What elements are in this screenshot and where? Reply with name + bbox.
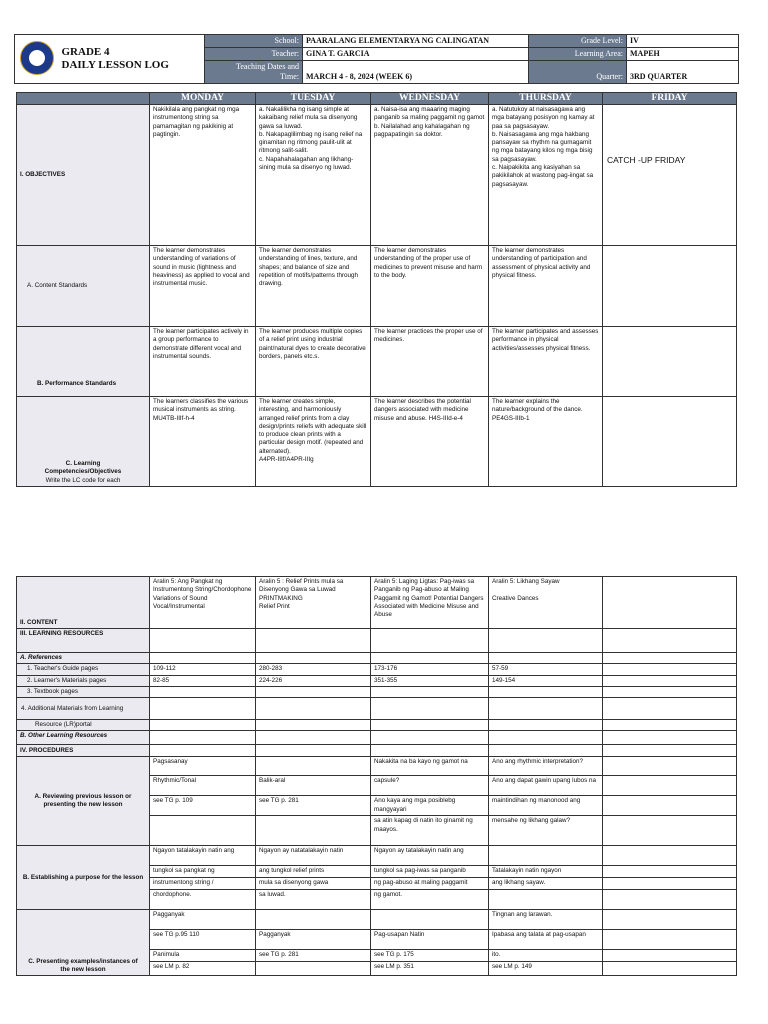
procedures-label: IV. PROCEDURES bbox=[17, 745, 150, 757]
presenting-label: C. Presenting examples/instances of the new lesson bbox=[17, 910, 150, 976]
school-label: School: bbox=[205, 35, 303, 48]
day-header-row bbox=[17, 93, 737, 105]
lesson-table-top bbox=[16, 92, 737, 487]
objectives-row bbox=[17, 105, 737, 246]
cell-lc-thu: The learner explains the nature/background of the dance. PE4GS-IIIb-1 bbox=[489, 397, 603, 487]
objectives-label: I. OBJECTIVES bbox=[17, 105, 150, 246]
cell-c-mon: see TG p.95 110 bbox=[150, 930, 256, 950]
content-row bbox=[17, 577, 737, 629]
cell-a-mon: Pagsasanay bbox=[150, 757, 256, 776]
additional-row bbox=[17, 698, 737, 720]
cell-b-tue: Ngayon ay natatalakayin natin bbox=[256, 846, 371, 866]
cell-content-mon: Aralin 5: Ang Pangkat ng Instrumentong String/Chordophone Variations of Sound Vocal/Instrumental bbox=[150, 577, 256, 629]
resources-label: III. LEARNING RESOURCES bbox=[17, 629, 150, 653]
cell-objective-tue: a. Nakalilikha ng isang simple at kakaibang relief mula sa disenyong gawa sa luwad. b. Nakapaglilimbag ng isang relief na ginamitan ng ritmong paulit-ulit at ritmong salit-salit. c. Napahahalagahan ang likhang-sining mula sa disenyo ng luwad. bbox=[256, 105, 371, 246]
lr-portal-row bbox=[17, 720, 737, 731]
grade-level-value: IV bbox=[627, 35, 739, 48]
purpose-label: B. Establishing a purpose for the lesson bbox=[17, 846, 150, 910]
cell-c-thu: ito. bbox=[489, 950, 603, 962]
cell-c-thu: see LM p. 149 bbox=[489, 962, 603, 976]
cell-a-thu: maintindihan ng manonood ang bbox=[489, 796, 603, 816]
other-resources-label: B. Other Learning Resources bbox=[17, 731, 150, 745]
cell-b-mon: Ngayon tatalakayin natin ang bbox=[150, 846, 256, 866]
cell-a-wed: Ano kaya ang mga posiblebg mangyayari bbox=[371, 796, 489, 816]
log-title: DAILY LESSON LOG bbox=[61, 59, 169, 71]
cell-a-wed: capsule? bbox=[371, 776, 489, 796]
cell-a-tue: see TG p. 281 bbox=[256, 796, 371, 816]
cell-lc-tue: The learner creates simple, interesting, and harmoniously arranged relief prints from a clay design/prints reliefs with adequate skill to produce clean prints with a particular design motif. (repeated and alternated). A4PR-IIIf/A4PR-IIIg bbox=[256, 397, 371, 487]
cell-b-mon: tungkol sa pangkat ng bbox=[150, 866, 256, 878]
lm-label: 2. Learner's Materials pages bbox=[17, 675, 150, 686]
cell-tg-mon: 109-112 bbox=[150, 664, 256, 675]
references-row bbox=[17, 653, 737, 664]
cell-c-wed: see TG p. 175 bbox=[371, 950, 489, 962]
resources-row bbox=[17, 629, 737, 653]
cell-b-tue: sa luwad. bbox=[256, 890, 371, 910]
cell-objective-wed: a. Naisa-isa ang maaaring maging panganib sa maling paggamit ng gamot b. Nailalahad ang kahalagahan ng pagpapatingin sa doktor. bbox=[371, 105, 489, 246]
cell-c-mon: Pagganyak bbox=[150, 910, 256, 930]
table-row bbox=[17, 910, 737, 930]
other-resources-row bbox=[17, 731, 737, 745]
cell-lm-wed: 351-355 bbox=[371, 675, 489, 686]
day-wednesday: WEDNESDAY bbox=[371, 93, 489, 105]
cell-a-mon: see TG p. 109 bbox=[150, 796, 256, 816]
additional-label: 4. Additional Materials from Learning bbox=[17, 698, 150, 720]
day-monday: MONDAY bbox=[150, 93, 256, 105]
school-value: PAARALANG ELEMENTARYA NG CALINGATAN bbox=[303, 35, 529, 48]
cell-tg-wed: 173-176 bbox=[371, 664, 489, 675]
cell-cs-wed: The learner demonstrates understanding of the proper use of medicines to prevent misuse and harm to the body. bbox=[371, 246, 489, 327]
deped-seal bbox=[15, 35, 59, 84]
cell-lm-thu: 149-154 bbox=[489, 675, 603, 686]
cell-c-thu: Tingnan ang larawan. bbox=[489, 910, 603, 930]
cell-b-thu bbox=[489, 846, 603, 866]
cell-c-thu: Ipabasa ang talata at pag-usapan bbox=[489, 930, 603, 950]
cell-c-mon: Panimula bbox=[150, 950, 256, 962]
cell-objective-mon: Nakikilala ang pangkat ng mga instrumentong string sa pamamagitan ng pakikinig at pagtingin. bbox=[150, 105, 256, 246]
cell-content-thu: Aralin 5: Likhang Sayaw Creative Dances bbox=[489, 577, 603, 629]
quarter-value: 3RD QUARTER bbox=[627, 61, 739, 84]
cell-b-thu bbox=[489, 890, 603, 910]
table-row bbox=[17, 757, 737, 776]
cell-ps-thu: The learner participates and assesses performance in physical activities/assesses physical fitness. bbox=[489, 327, 603, 397]
procedures-row bbox=[17, 745, 737, 757]
cell-lm-tue: 224-226 bbox=[256, 675, 371, 686]
cell-b-tue: ang tungkol relief prints bbox=[256, 866, 371, 878]
cell-c-mon: see LM p. 82 bbox=[150, 962, 256, 976]
cell-lc-wed: The learner describes the potential dangers associated with medicine misuse and abuse. H4S-IIId-e-4 bbox=[371, 397, 489, 487]
cell-a-wed: Nakakita na ba kayo ng gamot na bbox=[371, 757, 489, 776]
cell-ps-tue: The learner produces multiple copies of a relief print using industrial paint/natural dyes to create decorative borders, panels etc.s. bbox=[256, 327, 371, 397]
cell-c-wed: see LM p. 351 bbox=[371, 962, 489, 976]
friday-note: CATCH -UP FRIDAY bbox=[603, 105, 737, 246]
performance-standards-row bbox=[17, 327, 737, 397]
day-tuesday: TUESDAY bbox=[256, 93, 371, 105]
cell-cs-tue: The learner demonstrates understanding of lines, texture, and shapes; and balance of size and repetition of motifs/patterns through drawing. bbox=[256, 246, 371, 327]
day-friday: FRIDAY bbox=[603, 93, 737, 105]
cell-c-wed bbox=[371, 910, 489, 930]
table-row bbox=[17, 846, 737, 866]
teacher-value: GINA T. GARCIA bbox=[303, 48, 529, 61]
cell-tg-thu: 57-59 bbox=[489, 664, 603, 675]
cell-b-wed: tungkol sa pag-iwas sa panganib bbox=[371, 866, 489, 878]
cell-cs-mon: The learner demonstrates understanding of variations of sound in music (lightness and heaviness) as applied to vocal and instrumental music. bbox=[150, 246, 256, 327]
lr-portal-label: Resource (LR)portal bbox=[17, 720, 150, 731]
cell-c-wed: Pag-usapan Natin bbox=[371, 930, 489, 950]
cell-a-mon bbox=[150, 816, 256, 846]
dates-label: Teaching Dates and Time: bbox=[205, 61, 303, 84]
cell-a-mon: Rhythmic/Tonal bbox=[150, 776, 256, 796]
cell-a-thu: mensahe ng likhang galaw? bbox=[489, 816, 603, 846]
textbook-label: 3. Textbook pages bbox=[17, 686, 150, 697]
learning-area-label: Learning Area: bbox=[529, 48, 627, 61]
references-label: A. References bbox=[17, 653, 150, 664]
cell-a-tue bbox=[256, 816, 371, 846]
cell-lm-mon: 82-85 bbox=[150, 675, 256, 686]
cell-tg-tue: 280-283 bbox=[256, 664, 371, 675]
cell-b-mon: chordophone. bbox=[150, 890, 256, 910]
cell-b-wed: Ngayon ay tatalakayin natin ang bbox=[371, 846, 489, 866]
cell-c-tue: see TG p. 281 bbox=[256, 950, 371, 962]
content-standards-label: A. Content Standards bbox=[17, 246, 150, 327]
cell-b-wed: ng pag-abuso at maling paggamit bbox=[371, 878, 489, 890]
cell-a-wed: sa atin kapag di natin ito ginamit ng maayos. bbox=[371, 816, 489, 846]
cell-b-thu: ang likhang sayaw. bbox=[489, 878, 603, 890]
cell-a-tue bbox=[256, 757, 371, 776]
cell-cs-thu: The learner demonstrates understanding of participation and assessment of physical activity and physical fitness. bbox=[489, 246, 603, 327]
cell-c-tue bbox=[256, 962, 371, 976]
review-label: A. Reviewing previous lesson or presenting the new lesson bbox=[17, 757, 150, 846]
cell-b-wed: ng gamot. bbox=[371, 890, 489, 910]
lm-row bbox=[17, 675, 737, 686]
grade-level-label: Grade Level: bbox=[529, 35, 627, 48]
content-standards-row bbox=[17, 246, 737, 327]
competencies-row bbox=[17, 397, 737, 487]
cell-ps-wed: The learner practices the proper use of medicines. bbox=[371, 327, 489, 397]
tg-label: 1. Teacher's Guide pages bbox=[17, 664, 150, 675]
cell-objective-thu: a. Natutukoy at naisasagawa ang mga batayang posisyon ng kamay at paa sa pagsasayaw. b. Naisasagawa ang mga hakbang pansayaw sa rhythm na gumagamit ng mga batayang kilos ng mga bisig sa pagsasayaw. c. Naipakikita ang kasiyahan sa pakikilahok at wastong pag-iingat sa pagsasayaw. bbox=[489, 105, 603, 246]
cell-a-thu: Ano ang rhythmic interpretation? bbox=[489, 757, 603, 776]
cell-a-tue: Balik-aral bbox=[256, 776, 371, 796]
cell-c-tue: Pagganyak bbox=[256, 930, 371, 950]
cell-b-mon: instrumentong string / bbox=[150, 878, 256, 890]
lesson-table-bottom bbox=[16, 576, 737, 976]
cell-content-wed: Aralin 5: Laging Ligtas: Pag-iwas sa Panganib ng Pag-abuso at Maling Paggamit ng Gamot! Potential Dangers Associated with Medicine Misuse and Abuse bbox=[371, 577, 489, 629]
cell-b-tue: mula sa disenyong gawa bbox=[256, 878, 371, 890]
day-thursday: THURSDAY bbox=[489, 93, 603, 105]
cell-content-tue: Aralin 5 : Relief Prints mula sa Disenyong Gawa sa Luwad PRINTMAKING Relief Print bbox=[256, 577, 371, 629]
seal-icon bbox=[20, 41, 54, 75]
quarter-label: Quarter: bbox=[529, 61, 627, 84]
competencies-label: C. Learning Competencies/Objectives Write the LC code for each bbox=[17, 397, 150, 487]
teacher-label: Teacher: bbox=[205, 48, 303, 61]
dates-value: MARCH 4 - 8, 2024 (WEEK 6) bbox=[303, 61, 529, 84]
content-label: II. CONTENT bbox=[17, 577, 150, 629]
cell-b-thu: Tatalakayin natin ngayon bbox=[489, 866, 603, 878]
cell-lc-mon: The learners classifies the various musical instruments as string. MU4TB-IIIf-h-4 bbox=[150, 397, 256, 487]
cell-ps-mon: The learner participates actively in a group performance to demonstrate different vocal and instrumental sounds. bbox=[150, 327, 256, 397]
performance-standards-label: B. Performance Standards bbox=[17, 327, 150, 397]
grade-title: GRADE 4 bbox=[61, 46, 110, 58]
textbook-row bbox=[17, 686, 737, 697]
header-table bbox=[14, 34, 739, 84]
tg-row bbox=[17, 664, 737, 675]
cell-c-tue bbox=[256, 910, 371, 930]
learning-area-value: MAPEH bbox=[627, 48, 739, 61]
cell-a-thu: Ano ang dapat gawin upang lubos na bbox=[489, 776, 603, 796]
